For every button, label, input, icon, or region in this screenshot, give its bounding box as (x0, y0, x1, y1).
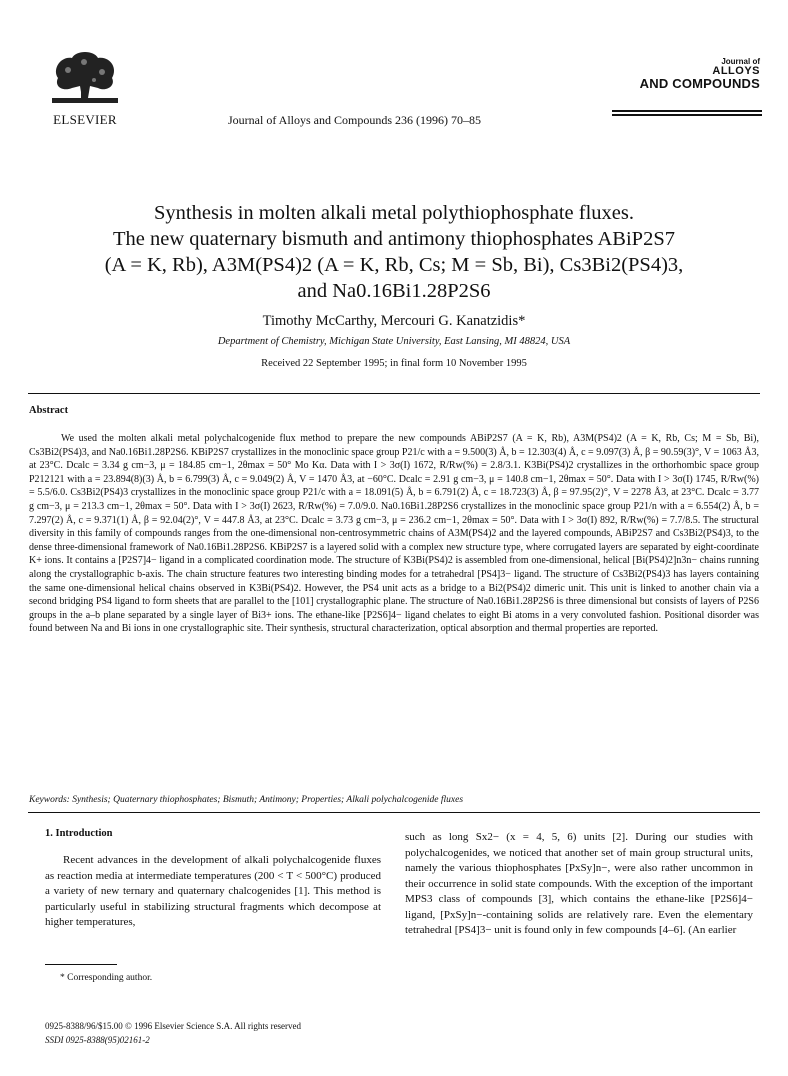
title-line-2: The new quaternary bismuth and antimony thiophosphates ABiP2S7 (113, 228, 675, 250)
journal-masthead (600, 58, 760, 90)
affiliation: Department of Chemistry, Michigan State University, East Lansing, MI 48824, USA (217, 336, 571, 347)
abstract-heading: Abstract (29, 405, 69, 416)
masthead-line3: AND COMPOUNDS (639, 76, 760, 91)
footnote: * Corresponding author. (60, 973, 153, 983)
publisher-name: ELSEVIER (53, 112, 117, 127)
section-heading: 1. Introduction (45, 828, 113, 839)
article-title (30, 200, 758, 304)
masthead-line1: Journal of (721, 57, 760, 66)
intro-left-column: Recent advances in the development of alkali polychalcogenide fluxes as reaction media at intermediate temperatures (200 < T < 500°C) produced a variety of new ternary and quaternary chalcogenides [1]. This method is particularly useful in stabilizing structural fragments which decompose at higher temperatures, (45, 854, 381, 928)
title-line-4: and Na0.16Bi1.28P2S6 (297, 280, 491, 302)
title-line-3: (A = K, Rb), A3M(PS4)2 (A = K, Rb, Cs; M = Sb, Bi), Cs3Bi2(PS4)3, (104, 254, 684, 276)
keywords-label: Keywords: (29, 795, 70, 805)
keywords-text: Synthesis; Quaternary thiophosphates; Bismuth; Antimony; Properties; Alkali polychalcogenide fluxes (72, 795, 464, 805)
divider (28, 393, 760, 394)
authors: Timothy McCarthy, Mercouri G. Kanatzidis* (262, 313, 526, 329)
keywords (29, 795, 759, 805)
title-line-1: Synthesis in molten alkali metal polythiophosphate fluxes. (154, 202, 634, 224)
masthead-rule (612, 110, 762, 118)
copyright: 0925-8388/96/$15.00 © 1996 Elsevier Science S.A. All rights reserved (45, 1021, 302, 1031)
journal-citation: Journal of Alloys and Compounds 236 (1996) 70–85 (228, 113, 481, 127)
abstract-body: We used the molten alkali metal polychalcogenide flux method to prepare the new compounds ABiP2S7 (A = K, Rb), A3M(PS4)2 (A = K, Rb, Cs; M = Sb, Bi), Cs3Bi2(PS4)3, and Na0.16Bi1.28P2S6. KBiP2S7 crystallizes in the monoclinic space group P21/c with a = 9.500(3) Å, b = 12.303(4) Å, c = 9.097(3) Å, β = 90.59(3)°, V = 1063 Å3, at 23°C. Dcalc = 3.34 g cm−3, μ = 184.85 cm−1, 2θmax = 50° Mo Kα. Data with I > 3σ(I) 1672, R/Rw(%) = 2.8/3.1. K3Bi(PS4)2 crystallizes in the orthorhombic space group P212121 with a = 23.894(8)(3) Å, b = 6.799(3) Å, c = 9.049(2) Å, V = 1470 Å3, at −60°C. Dcalc = 2.91 g cm−3, μ = 140.8 cm−1, 2θmax = 50°. Data with I > 3σ(I) 1745, R/Rw(%) = 5.5/6.0. Cs3Bi2(PS4)3 crystallizes in the monoclinic space group P21/c with a = 18.091(5) Å, b = 6.791(2) Å, c = 18.723(3) Å, β = 97.95(2)°, V = 2278 Å3, at 23°C. Dcalc = 3.77 g cm−3, μ = 213.3 cm−1, 2θmax = 50°. Data with I > 3σ(I) 2623, R/Rw(%) = 7.0/9.0. Na0.16Bi1.28P2S6 crystallizes in the monoclinic space group P21/n with a = 6.554(2) Å, b = 7.297(2) Å, c = 9.371(1) Å, β = 92.04(2)°, V = 447.8 Å3, at 23°C. Dcalc = 3.73 g cm−3, μ = 236.2 cm−1, 2θmax = 50°. Data with I > 3σ(I) 892, R/Rw(%) = 7.7/8.5. The structural diversity in this family of compounds ranges from the one-dimensional non-centrosymmetric chains of A3M(PS4)2 and the layered compounds, ABiP2S7 and Cs3Bi2(PS4)3, to the dense three-dimensional framework of Na0.16Bi1.28P2S6. KBiP2S7 is a layered solid with a complex new structure type, where corrugated layers are separated by eight-coordinate K+ ions. It contains a [P2S7]4− ligand in a complicated coordination mode. The structure of K3Bi(PS4)2 is assembled from one-dimensional, helical [Bi(PS4)2]n3n− chains running along the crystallographic b-axis. The chain structure features two interesting binding modes for a tetrahedral [PS4]3− ligand. The structure of Cs3Bi2(PS4)3 has layers containing the same one-dimensional helical chains observed in K3Bi(PS4)2. However, the PS4 unit acts as a bridge to a Bi2(PS4)2 dimeric unit. This unit is linked to another chain via a second bridging PS4 ligand to form sheets that are parallel to the [101] crystallographic plane. The structure of Na0.16Bi1.28P2S6 is three dimensional but consists of layers of P2S6 groups in the a–b plane separated by a single layer of Bi3+ ions. The ethane-like [P2S6]4− ligand chelates to eight Bi atoms in a very convoluted fashion. Positional disorder was found between Na and Bi ions in one crystallographic site. Their synthesis, structural characterization, optical absorption and thermal properties are reported. (29, 433, 759, 635)
divider (28, 812, 760, 813)
ssdi: SSDI 0925-8388(95)02161-2 (45, 1035, 150, 1045)
masthead-line2: ALLOYS (712, 65, 760, 77)
elsevier-tree-icon (50, 48, 120, 106)
footnote-divider (45, 964, 117, 965)
intro-right-column: such as long Sx2− (x = 4, 5, 6) units [2]. During our studies with polychalcogenides, we noticed that another set of main group structural units, namely the various thiophosphates [PxSy]n−, were also rather uncommon in their occurrence in solid state compounds. With the exception of the important MPS3 class of compounds [3], which contains the ethane-like [P2S6]4− ligand, [PxSy]n−-containing solids are relatively rare. Even the elementary tetrahedral [PS4]3− unit is found only in few compounds [4–6]. (An earlier (405, 831, 753, 936)
received-dates: Received 22 September 1995; in final form 10 November 1995 (261, 358, 527, 369)
